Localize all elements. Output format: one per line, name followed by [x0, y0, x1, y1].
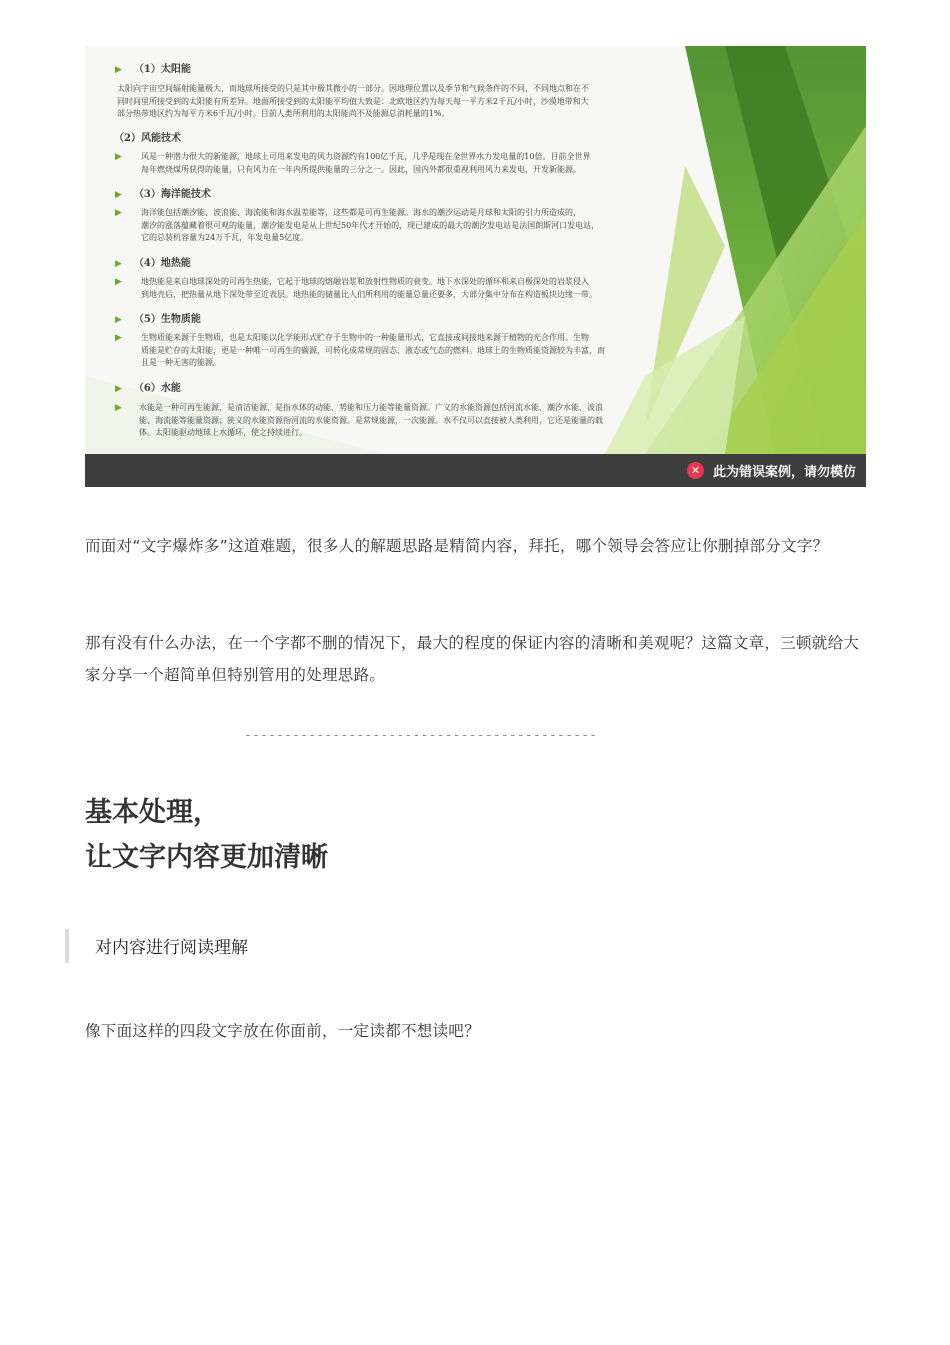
slide-paragraph: 太阳向宇宙空间辐射能量极大，而地球所接受的只是其中极其微小的一部分。因地理位置以及季节和气候条件的不同，不同地点和在不 同时间里所接受到的太阳能有所差异。地面所接受到的太阳能平均值大致是：北欧地区约为每天每一平方米2千瓦/小时，沙漠地带和大 部分热带地区约为每平方米6千瓦/小时。目前人类所利用的太阳能尚不及能源总消耗量的1%。: [117, 84, 589, 118]
slide-paragraph: 海洋能包括潮汐能、波浪能、海流能和海水温差能等，这些都是可再生能源。海水的潮汐运动是月球和太阳的引力所造成的， 潮汐的涨落蕴藏着很可观的能量，潮汐能发电是从上世纪50年代才开始的，现已建成的最大的潮汐发电站是法国朗斯河口发电站， 它的总装机容量为24万千瓦，年发电量5亿度。: [141, 208, 600, 242]
close-icon: ✕: [687, 462, 704, 479]
triangle-bullet-icon: ▶: [115, 65, 122, 75]
triangle-bullet-icon: ▶: [115, 190, 122, 200]
triangle-bullet-icon: ▶: [115, 315, 122, 325]
warning-bar: [85, 454, 866, 487]
triangle-bullet-icon: ▶: [115, 208, 122, 218]
slide-paragraph: 地热能是来自地球深处的可再生热能，它起于地球的熔融岩浆和放射性物质的衰变。地下水深处的循环和来自极深处的岩浆侵入 到地壳后，把热量从地下深处带至近表层。地热能的储量比人们所利用的能量总量还要多，大部分集中分布在构造板块边缘一带。: [141, 277, 597, 299]
section-divider: --------------------------------------------: [244, 728, 598, 743]
triangle-bullet-icon: ▶: [115, 403, 122, 413]
section-title-line: 基本处理，: [85, 797, 220, 828]
triangle-bullet-icon: ▶: [115, 277, 122, 287]
section-heading: （2）风能技术: [114, 133, 181, 144]
section-heading: ▶ （3）海洋能技术: [115, 189, 211, 200]
slide-paragraph: 生物质能来源于生物质，也是太阳能以化学能形式贮存于生物中的一种能量形式，它直接或间接地来源于植物的光合作用。生物 质能是贮存的太阳能，更是一种唯一可再生的碳源，可转化成常规的固态、液态或气态的燃料。地球上的生物质能资源较为丰富，而 且是一种无害的能源。: [141, 333, 605, 367]
section-heading: ▶ （5）生物质能: [115, 314, 201, 325]
triangle-bullet-icon: ▶: [115, 259, 122, 269]
warning-label: [687, 461, 856, 480]
article-paragraph: 像下面这样的四段文字放在你面前，一定读都不想读吧？: [85, 1022, 481, 1040]
sub-heading: 对内容进行阅读理解: [65, 929, 248, 963]
slide-paragraph: 风是一种潜力很大的新能源，地球上可用来发电的风力资源约有100亿千瓦，几乎是现在全世界水力发电量的10倍。目前全世界 每年燃烧煤所获得的能量，只有风力在一年内所提供能量的三分之一。因此，国内外都很重视利用风力来发电，开发新能源。: [141, 152, 591, 174]
section-heading: ▶ （4）地热能: [115, 258, 191, 269]
section-title: [85, 790, 328, 880]
slide-paragraph: 水能是一种可再生能源，是清洁能源，是指水体的动能、势能和压力能等能量资源。广义的水能资源包括河流水能、潮汐水能、波浪 能、海流能等能量资源；狭义的水能资源指河流的水能资源。是常规能源，一次能源。水不仅可以直接被人类利用，它还是能量的载 体。太阳能驱动地球上水循环，使之持续进行。: [139, 403, 603, 437]
section-heading: ▶ （6）水能: [115, 383, 181, 394]
error-example-slide: [85, 46, 866, 487]
article-paragraph: 那有没有什么办法，在一个字都不删的情况下，最大的程度的保证内容的清晰和美观呢？这篇文章，三顿就给大家分享一个超简单但特别管用的处理思路。: [85, 634, 860, 684]
article-paragraph: 而面对“文字爆炸多”这道难题，很多人的解题思路是精简内容，拜托，哪个领导会答应让你删掉部分文字？: [85, 537, 829, 555]
slide-text-block: [85, 46, 866, 454]
section-heading: ▶ （1）太阳能: [115, 64, 191, 75]
warning-text: 此为错误案例，请勿模仿: [712, 465, 856, 480]
triangle-bullet-icon: ▶: [115, 384, 122, 394]
triangle-bullet-icon: ▶: [115, 333, 122, 343]
section-title-line: 让文字内容更加清晰: [85, 842, 328, 873]
triangle-bullet-icon: ▶: [115, 152, 122, 162]
